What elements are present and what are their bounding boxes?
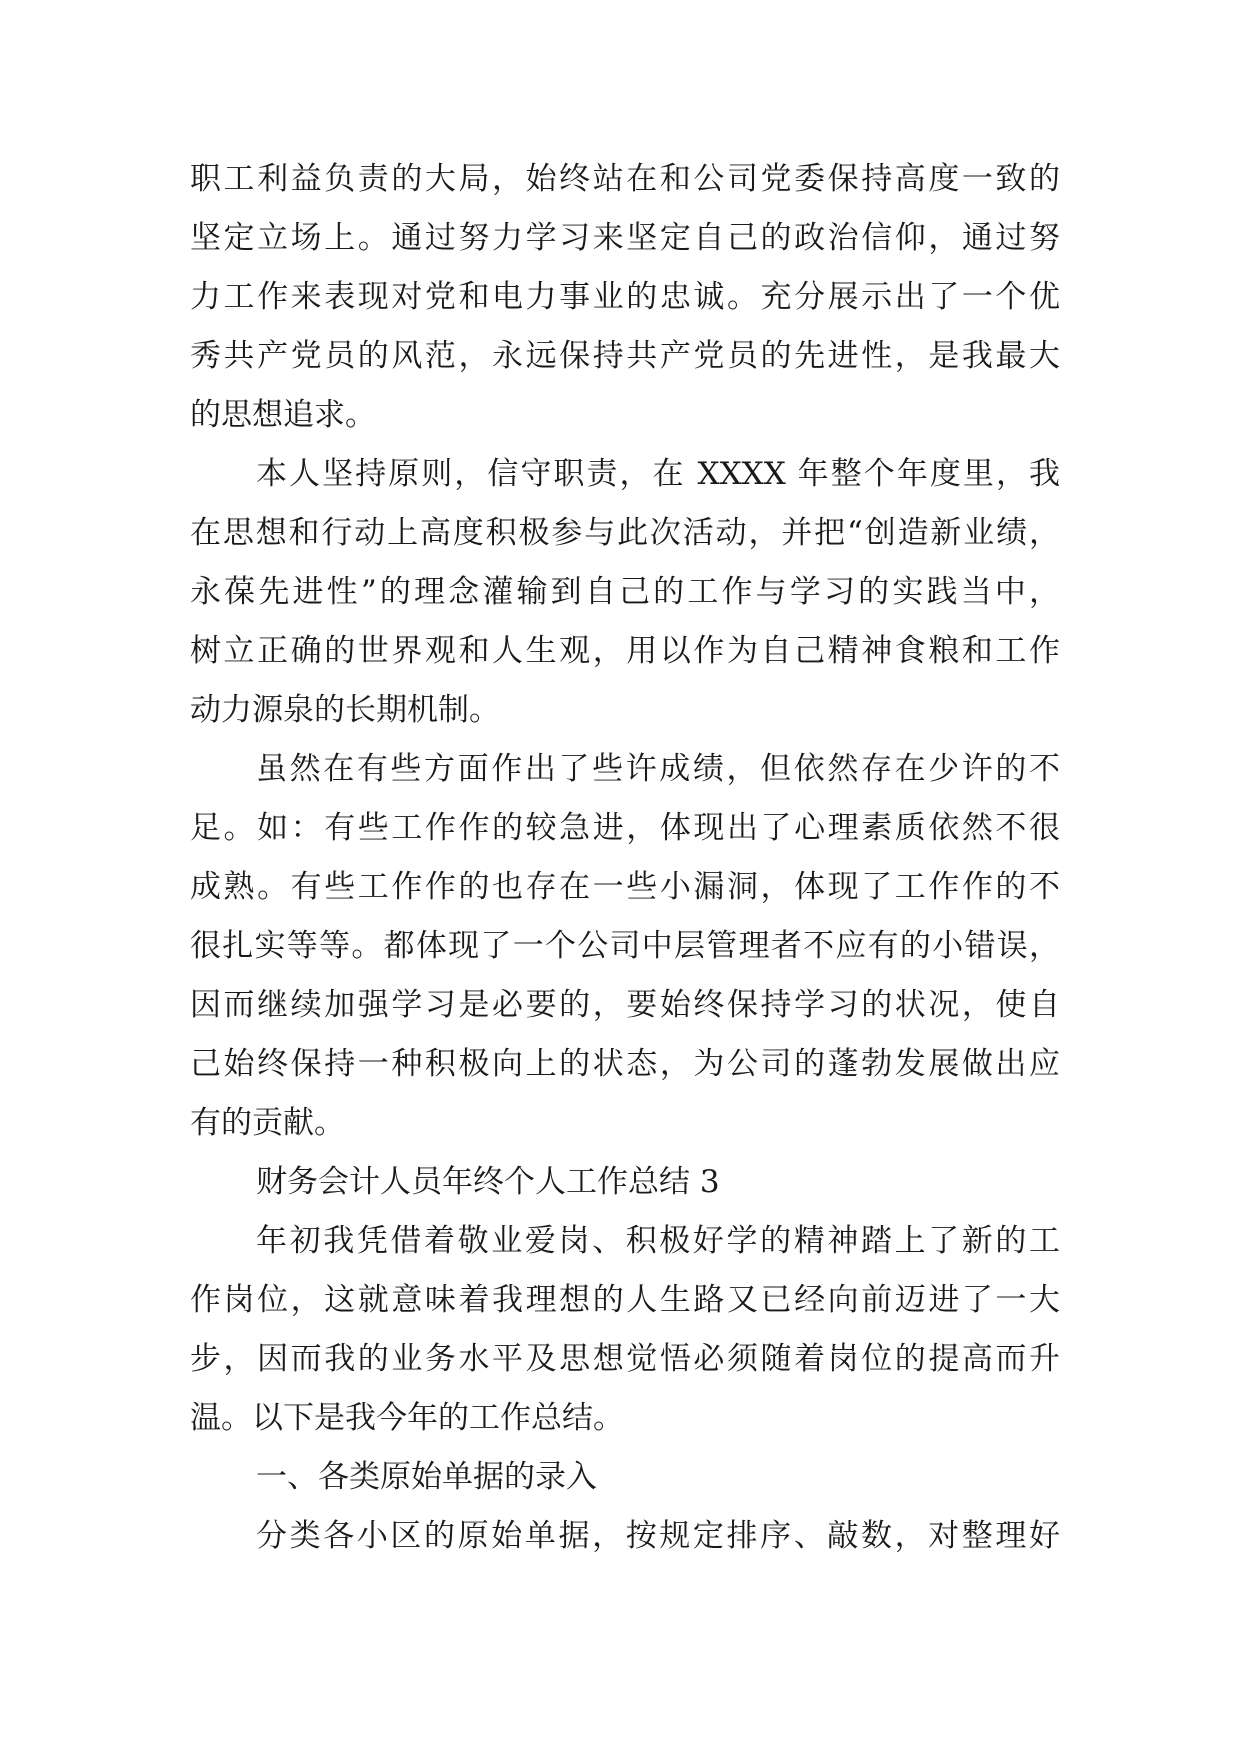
text-line: 分类各小区的原始单据，按规定排序、敲数，对整理好 — [256, 1518, 1060, 1554]
text-line: 力工作来表现对党和电力事业的忠诚。充分展示出了一个优 — [190, 279, 1060, 315]
text-line: 有的贡献。 — [190, 1105, 345, 1141]
paragraph-p1 — [190, 150, 1060, 445]
section-title: 财务会计人员年终个人工作总结 3 — [256, 1164, 720, 1200]
subsection-heading — [190, 1448, 1060, 1507]
text-line: 因而继续加强学习是必要的，要始终保持学习的状况，使自 — [190, 987, 1060, 1023]
text-line: 作岗位，这就意味着我理想的人生路又已经向前迈进了一大 — [190, 1282, 1060, 1318]
text-line: 坚定立场上。通过努力学习来坚定自己的政治信仰，通过努 — [190, 220, 1060, 256]
text-line: 秀共产党员的风范，永远保持共产党员的先进性，是我最大 — [190, 338, 1060, 374]
document-body — [190, 150, 1060, 1566]
text-line: 很扎实等等。都体现了一个公司中层管理者不应有的小错误， — [190, 928, 1060, 964]
text-line: 年初我凭借着敬业爱岗、积极好学的精神踏上了新的工 — [256, 1223, 1060, 1259]
subsection-title: 一、各类原始单据的录入 — [256, 1459, 597, 1495]
text-line: 本人坚持原则，信守职责，在 XXXX 年整个年度里，我 — [256, 456, 1060, 492]
paragraph-p5 — [190, 1212, 1060, 1448]
text-line: 己始终保持一种积极向上的状态，为公司的蓬勃发展做出应 — [190, 1046, 1060, 1082]
text-line: 足。如：有些工作作的较急进，体现出了心理素质依然不很 — [190, 810, 1060, 846]
text-line: 步，因而我的业务水平及思想觉悟必须随着岗位的提高而升 — [190, 1341, 1060, 1377]
text-line: 温。以下是我今年的工作总结。 — [190, 1400, 624, 1436]
text-line: 职工利益负责的大局，始终站在和公司党委保持高度一致的 — [190, 161, 1060, 197]
text-line: 虽然在有些方面作出了些许成绩，但依然存在少许的不 — [256, 751, 1060, 787]
text-line: 在思想和行动上高度积极参与此次活动，并把“创造新业绩， — [190, 515, 1060, 551]
section-heading — [190, 1153, 1060, 1212]
text-line: 的思想追求。 — [190, 397, 376, 433]
text-line: 永葆先进性”的理念灌输到自己的工作与学习的实践当中， — [190, 574, 1060, 610]
text-line: 树立正确的世界观和人生观，用以作为自己精神食粮和工作 — [190, 633, 1060, 669]
text-line: 动力源泉的长期机制。 — [190, 692, 500, 728]
paragraph-p2 — [190, 445, 1060, 740]
paragraph-p7 — [190, 1507, 1060, 1566]
paragraph-p3 — [190, 740, 1060, 1153]
text-line: 成熟。有些工作作的也存在一些小漏洞，体现了工作作的不 — [190, 869, 1060, 905]
